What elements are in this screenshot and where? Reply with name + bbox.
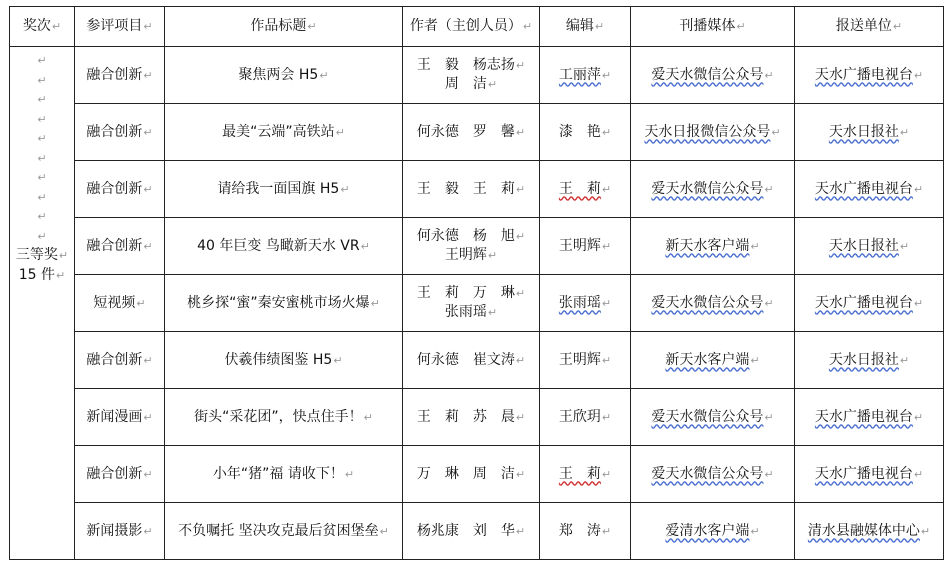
title-cell: 请给我一面国旗 H5↵: [165, 161, 403, 218]
unit-text: 天水日报社: [828, 123, 899, 140]
media-cell: 爱清水客户端↵: [631, 503, 795, 560]
editor-text: 王 莉: [558, 180, 601, 197]
editor-cell: 王 莉↵: [540, 161, 631, 218]
editor-text: 工丽萍: [558, 66, 601, 83]
media-cell: 爱天水微信公众号↵: [631, 446, 795, 503]
header-media: 刊播媒体↵: [631, 7, 795, 47]
category-cell: 短视频↵: [75, 275, 165, 332]
media-text: 爱天水微信公众号: [651, 66, 764, 83]
editor-text: 郑 涛: [558, 522, 601, 539]
media-cell: 新天水客户端↵: [631, 218, 795, 275]
table-row: [10, 47, 944, 104]
author-line-1: 王 莉 万 琳: [416, 285, 515, 301]
media-cell: 爱天水微信公众号↵: [631, 47, 795, 104]
title-text: 40 年巨变 鸟瞰新天水 VR: [197, 237, 360, 254]
media-cell: 爱天水微信公众号↵: [631, 389, 795, 446]
editor-cell: 郑 涛↵: [540, 503, 631, 560]
author-cell: 万 琳 周 洁↵: [403, 446, 540, 503]
title-text: 小年“猪”福 请收下！: [212, 465, 344, 482]
unit-cell: 天水日报社↵: [795, 218, 944, 275]
author-cell: 杨兆康 刘 华↵: [403, 503, 540, 560]
unit-cell: 天水广播电视台↵: [795, 446, 944, 503]
unit-cell: 天水日报社↵: [795, 104, 944, 161]
editor-cell: 王欣玥↵: [540, 389, 631, 446]
author-cell: 王 毅 王 莉↵: [403, 161, 540, 218]
media-text: 新天水客户端: [665, 351, 750, 368]
author-cell: 何永德 崔文涛↵: [403, 332, 540, 389]
media-cell: 爱天水微信公众号↵: [631, 161, 795, 218]
title-text: 请给我一面国旗 H5: [217, 180, 340, 197]
unit-cell: 天水日报社↵: [795, 332, 944, 389]
category-cell: 融合创新↵: [75, 161, 165, 218]
title-cell: 40 年巨变 鸟瞰新天水 VR↵: [165, 218, 403, 275]
category-cell: 融合创新↵: [75, 218, 165, 275]
title-cell: 最美“云端”高铁站↵: [165, 104, 403, 161]
award-level: 三等奖: [15, 247, 58, 263]
category-text: 融合创新: [86, 180, 143, 197]
unit-text: 天水日报社: [828, 351, 899, 368]
category-cell: 融合创新↵: [75, 47, 165, 104]
author-line-1: 何永德 崔文涛: [416, 351, 515, 368]
category-text: 融合创新: [86, 465, 143, 482]
editor-text: 王明辉: [558, 351, 601, 368]
title-cell: 不负嘱托 坚决攻克最后贫困堡垒↵: [165, 503, 403, 560]
title-text: 最美“云端”高铁站: [222, 123, 335, 140]
author-cell: 何永德 杨 旭↵ 王明辉↵: [403, 218, 540, 275]
category-text: 融合创新: [86, 237, 143, 254]
category-cell: 融合创新↵: [75, 332, 165, 389]
author-line-1: 王 毅 王 莉: [416, 180, 515, 197]
unit-cell: 清水县融媒体中心↵: [795, 503, 944, 560]
author-line-1: 何永德 罗 馨: [416, 123, 515, 140]
media-text: 爱清水客户端: [665, 522, 750, 539]
media-text: 天水日报微信公众号: [644, 123, 771, 140]
header-author: 作者（主创人员）↵: [403, 7, 540, 47]
table-row: [10, 275, 944, 332]
author-line-2: 张雨瑶: [444, 304, 487, 320]
header-unit: 报送单位↵: [795, 7, 944, 47]
award-level-cell: ↵ ↵ ↵ ↵ ↵ ↵ ↵ ↵ ↵ ↵ 三等奖↵ 15 件↵: [10, 47, 75, 560]
media-cell: 天水日报微信公众号↵: [631, 104, 795, 161]
editor-text: 王 莉: [558, 465, 601, 482]
title-text: 桃乡探“蜜”秦安蜜桃市场火爆: [187, 294, 370, 311]
header-award: 奖次↵: [10, 7, 75, 47]
media-text: 爱天水微信公众号: [651, 294, 764, 311]
title-cell: 桃乡探“蜜”秦安蜜桃市场火爆↵: [165, 275, 403, 332]
title-text: 街头“采花团”，快点住手！: [194, 408, 363, 425]
title-cell: 小年“猪”福 请收下！↵: [165, 446, 403, 503]
table-row: [10, 389, 944, 446]
category-text: 融合创新: [86, 123, 143, 140]
award-count: 15 件: [18, 266, 56, 283]
title-cell: 聚焦两会 H5↵: [165, 47, 403, 104]
author-line-1: 王 毅 杨志扬: [416, 57, 515, 73]
table-row: [10, 332, 944, 389]
author-cell: 何永德 罗 馨↵: [403, 104, 540, 161]
header-row: [10, 7, 944, 47]
title-cell: 伏羲伟绩图鉴 H5↵: [165, 332, 403, 389]
table-row: [10, 104, 944, 161]
editor-cell: 王明辉↵: [540, 332, 631, 389]
category-text: 新闻摄影: [86, 522, 143, 539]
author-cell: 王 莉 苏 晨↵: [403, 389, 540, 446]
title-cell: 街头“采花团”，快点住手！↵: [165, 389, 403, 446]
category-text: 融合创新: [86, 351, 143, 368]
unit-text: 天水广播电视台: [814, 294, 913, 311]
media-cell: 新天水客户端↵: [631, 332, 795, 389]
author-cell: 王 毅 杨志扬↵ 周 洁↵: [403, 47, 540, 104]
author-line-1: 杨兆康 刘 华: [416, 522, 515, 539]
table-row: [10, 446, 944, 503]
unit-text: 天水广播电视台: [814, 408, 913, 425]
table-row: [10, 161, 944, 218]
editor-cell: 工丽萍↵: [540, 47, 631, 104]
editor-cell: 王 莉↵: [540, 446, 631, 503]
author-line-2: 王明辉: [444, 247, 487, 263]
table-row: [10, 503, 944, 560]
editor-text: 王明辉: [558, 237, 601, 254]
editor-cell: 王明辉↵: [540, 218, 631, 275]
category-text: 融合创新: [86, 66, 143, 83]
category-cell: 新闻漫画↵: [75, 389, 165, 446]
category-cell: 融合创新↵: [75, 446, 165, 503]
unit-cell: 天水广播电视台↵: [795, 47, 944, 104]
media-text: 爱天水微信公众号: [651, 408, 764, 425]
unit-text: 天水广播电视台: [814, 465, 913, 482]
author-line-1: 万 琳 周 洁: [416, 465, 515, 482]
title-text: 不负嘱托 坚决攻克最后贫困堡垒: [178, 522, 379, 539]
author-line-1: 何永德 杨 旭: [416, 228, 515, 244]
unit-text: 天水广播电视台: [814, 66, 913, 83]
header-editor: 编辑↵: [540, 7, 631, 47]
media-text: 爱天水微信公众号: [651, 180, 764, 197]
category-text: 新闻漫画: [86, 408, 143, 425]
unit-cell: 天水广播电视台↵: [795, 161, 944, 218]
editor-cell: 漆 艳↵: [540, 104, 631, 161]
title-text: 伏羲伟绩图鉴 H5: [224, 351, 333, 368]
category-cell: 融合创新↵: [75, 104, 165, 161]
media-cell: 爱天水微信公众号↵: [631, 275, 795, 332]
author-line-1: 王 莉 苏 晨: [416, 408, 515, 425]
editor-cell: 张雨瑶↵: [540, 275, 631, 332]
header-category: 参评项目↵: [75, 7, 165, 47]
author-cell: 王 莉 万 琳↵ 张雨瑶↵: [403, 275, 540, 332]
header-title: 作品标题↵: [165, 7, 403, 47]
title-text: 聚焦两会 H5: [238, 66, 319, 83]
media-text: 新天水客户端: [665, 237, 750, 254]
category-cell: 新闻摄影↵: [75, 503, 165, 560]
unit-text: 天水日报社: [828, 237, 899, 254]
editor-text: 张雨瑶: [558, 294, 601, 311]
category-text: 短视频: [93, 294, 136, 311]
award-table: [9, 6, 944, 560]
unit-cell: 天水广播电视台↵: [795, 275, 944, 332]
unit-cell: 天水广播电视台↵: [795, 389, 944, 446]
unit-text: 清水县融媒体中心: [807, 522, 920, 539]
table-row: [10, 218, 944, 275]
unit-text: 天水广播电视台: [814, 180, 913, 197]
editor-text: 王欣玥: [558, 408, 601, 425]
author-line-2: 周 洁: [444, 76, 487, 92]
media-text: 爱天水微信公众号: [651, 465, 764, 482]
editor-text: 漆 艳: [558, 123, 601, 140]
